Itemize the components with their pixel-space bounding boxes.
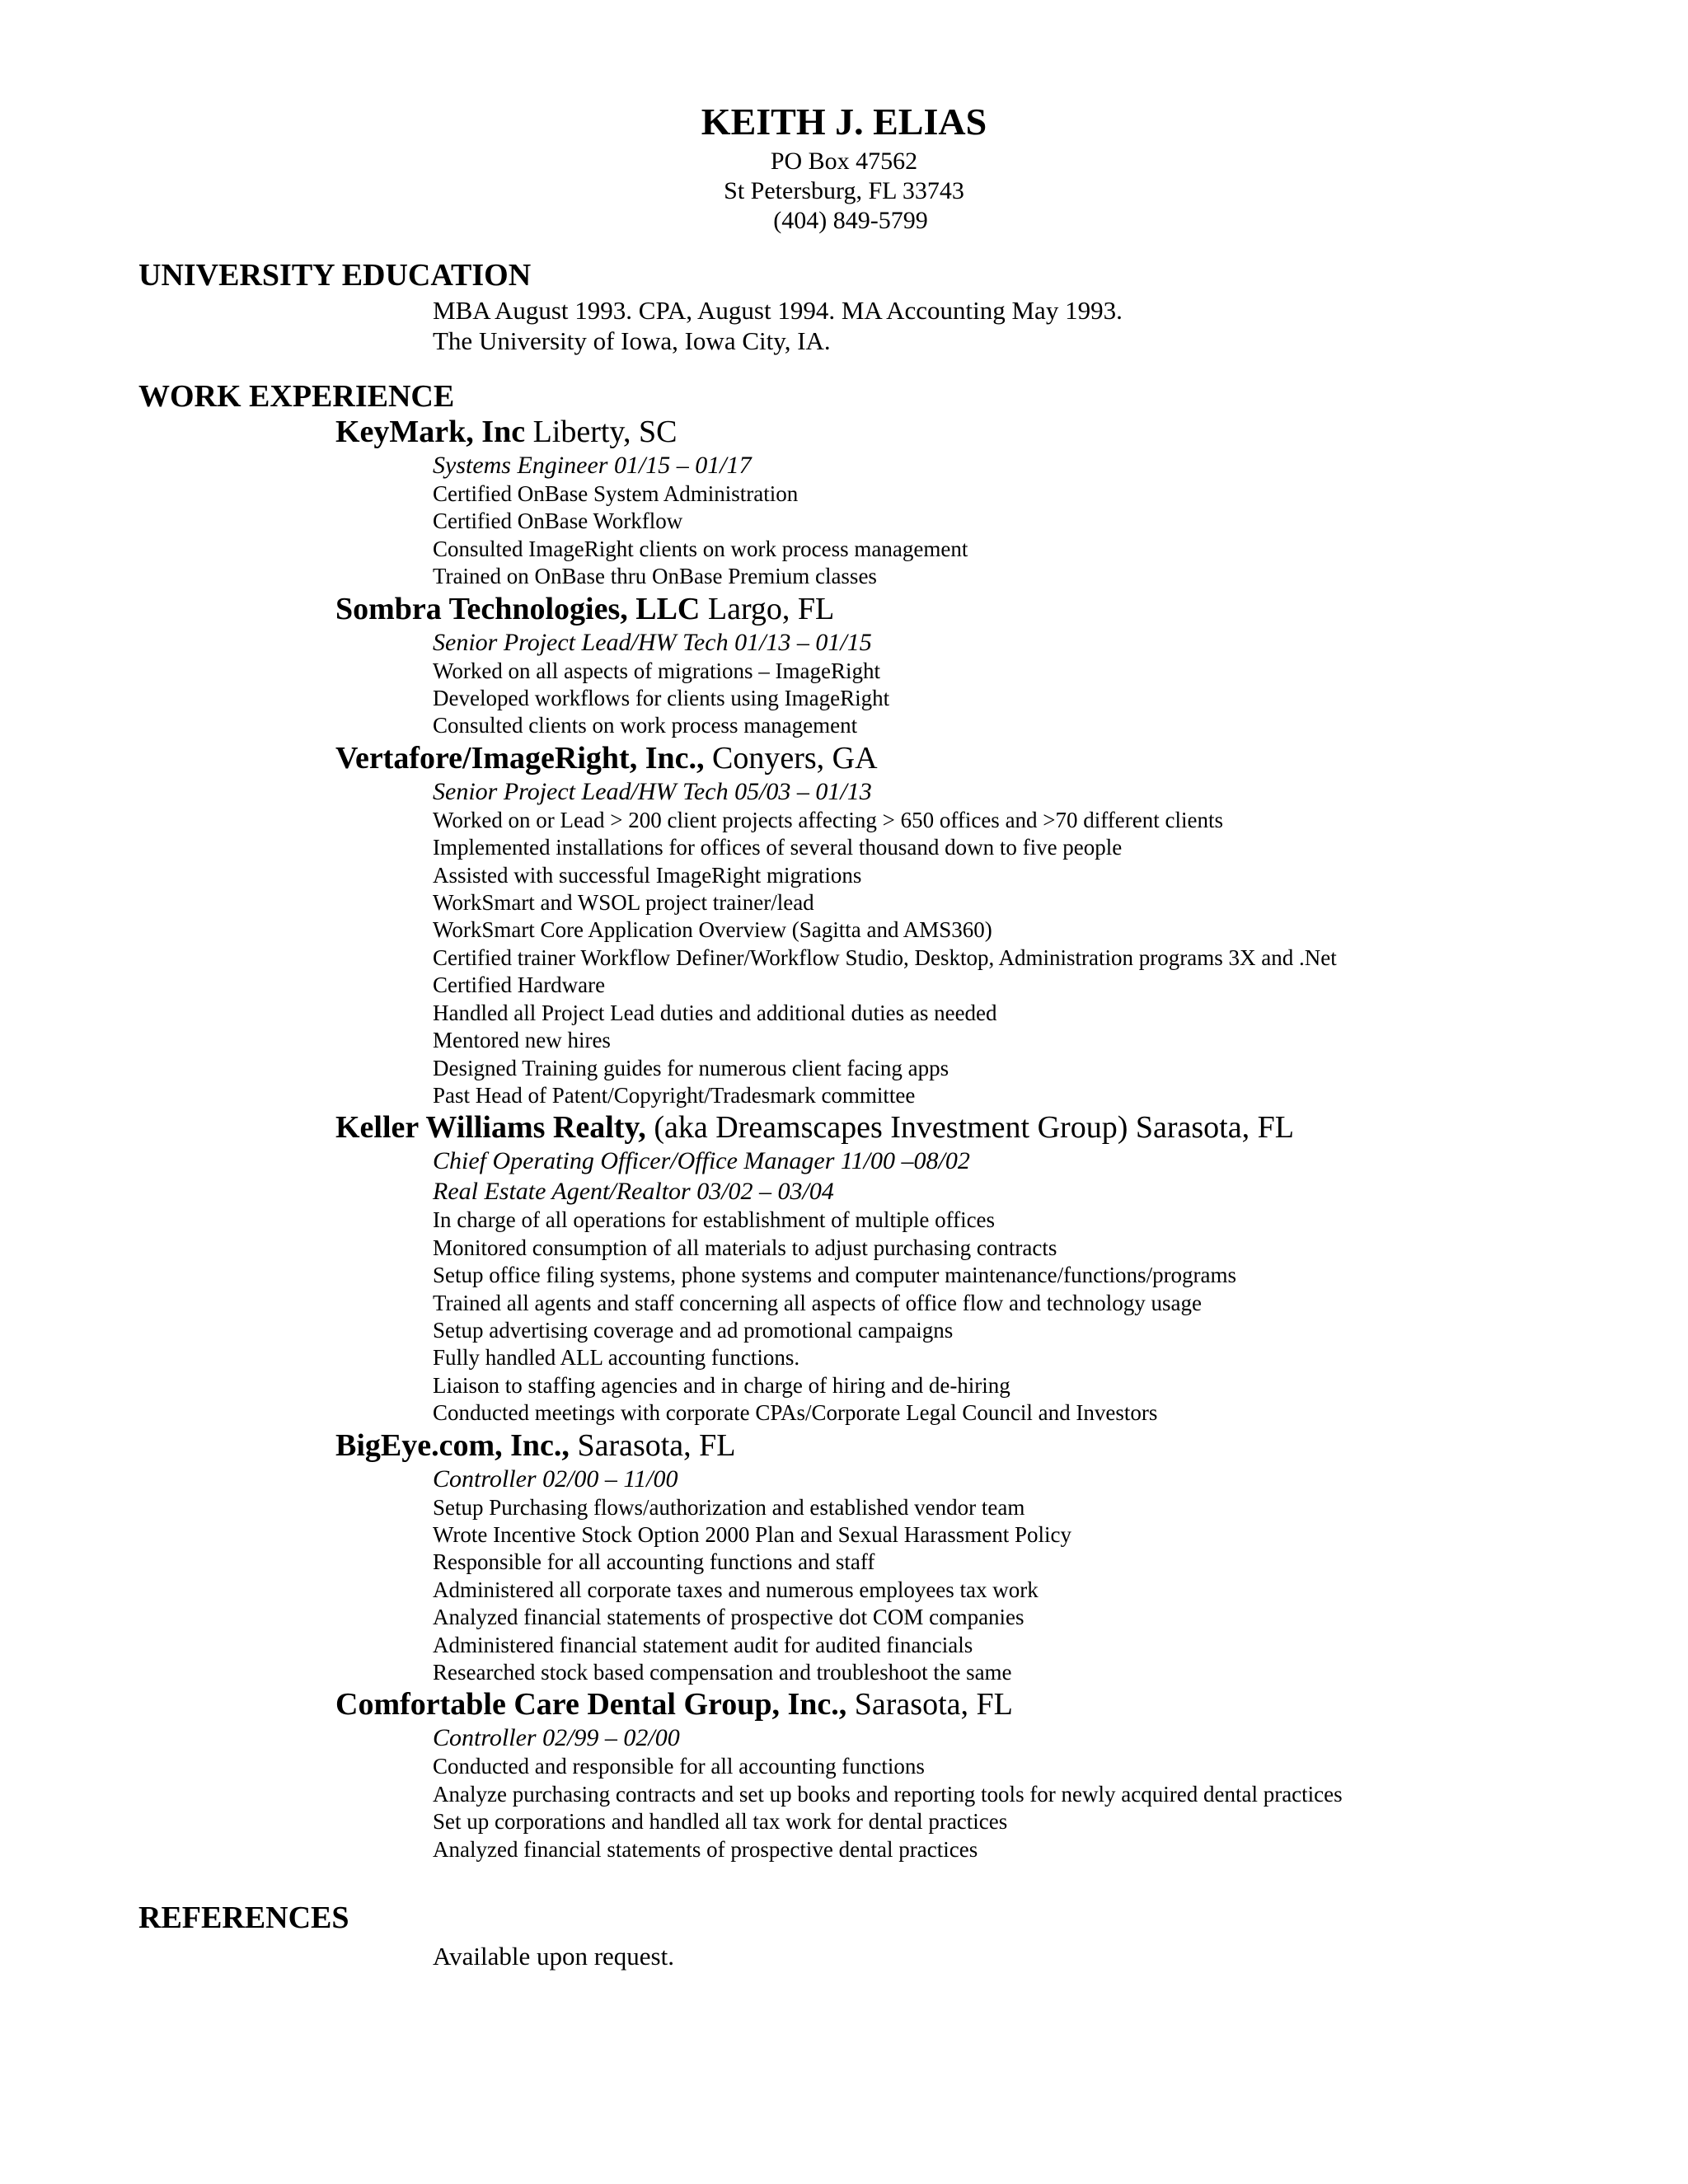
company-entry xyxy=(335,414,1621,591)
job-duty: In charge of all operations for establishment of multiple offices xyxy=(433,1207,996,1233)
job-duty: Conducted meetings with corporate CPAs/Corporate Legal Council and Investors xyxy=(433,1400,1158,1426)
company-heading xyxy=(335,1427,1621,1464)
job-duty: Monitored consumption of all materials to adjust purchasing contracts xyxy=(433,1235,1057,1260)
job-duty: Trained on OnBase thru OnBase Premium classes xyxy=(433,564,877,589)
company-name: KeyMark, Inc xyxy=(335,415,526,449)
job-duty: Administered financial statement audit for audited financials xyxy=(433,1632,973,1657)
job-duty: Worked on all aspects of migrations – ImageRight xyxy=(433,658,880,683)
job-duty: Trained all agents and staff concerning all aspects of office flow and technology usage xyxy=(433,1290,1202,1315)
job-title: Systems Engineer 01/15 – 01/17 xyxy=(433,452,752,479)
job-duty: Handled all Project Lead duties and additional duties as needed xyxy=(433,1000,997,1025)
address-line-1: PO Box 47562 xyxy=(770,148,918,175)
company-location: Sarasota, FL xyxy=(846,1687,1013,1722)
job-duty: Certified OnBase System Administration xyxy=(433,481,799,506)
company-entry xyxy=(335,591,1621,740)
job-duty: Certified trainer Workflow Definer/Workflow Studio, Desktop, Administration programs 3X and .Net xyxy=(433,944,1337,970)
company-name: Vertafore/ImageRight, Inc., xyxy=(335,740,705,776)
company-entry xyxy=(335,1686,1621,1863)
company-name: Comfortable Care Dental Group, Inc., xyxy=(335,1687,847,1722)
job-duty: Developed workflows for clients using ImageRight xyxy=(433,686,890,711)
work-experience-list xyxy=(335,414,1621,1863)
resume-header xyxy=(0,97,1688,236)
job-duty: Liaison to staffing agencies and in charge of hiring and de-hiring xyxy=(433,1372,1010,1398)
phone-number: (404) 849-5799 xyxy=(773,207,928,234)
job-duty: Certified OnBase Workflow xyxy=(433,509,683,534)
company-name: Keller Williams Realty, xyxy=(335,1110,646,1146)
job-title: Senior Project Lead/HW Tech 01/13 – 01/15 xyxy=(433,628,872,656)
job-details xyxy=(433,1146,1621,1427)
job-details xyxy=(433,1722,1621,1863)
company-location: Sarasota, FL xyxy=(569,1427,736,1463)
job-duty: Wrote Incentive Stock Option 2000 Plan and Sexual Harassment Policy xyxy=(433,1521,1072,1547)
job-details xyxy=(433,776,1621,1109)
company-entry xyxy=(335,1427,1621,1687)
job-duty: Fully handled ALL accounting functions. xyxy=(433,1345,800,1371)
job-duty: Consulted ImageRight clients on work process management xyxy=(433,536,968,561)
company-location: (aka Dreamscapes Investment Group) Sarasota, FL xyxy=(645,1110,1294,1146)
company-heading xyxy=(335,740,1621,776)
job-title: Chief Operating Officer/Office Manager 11/00 –08/02 xyxy=(433,1147,970,1175)
address-line-2: St Petersburg, FL 33743 xyxy=(724,177,964,204)
job-duty: Set up corporations and handled all tax work for dental practices xyxy=(433,1809,1008,1835)
job-title: Real Estate Agent/Realtor 03/02 – 03/04 xyxy=(433,1178,834,1206)
job-duty: Setup Purchasing flows/authorization and established vendor team xyxy=(433,1494,1025,1520)
job-duty: WorkSmart and WSOL project trainer/lead xyxy=(433,890,814,916)
company-heading xyxy=(335,414,1621,450)
work-experience-heading: WORK EXPERIENCE xyxy=(138,379,455,414)
job-duty: Worked on or Lead > 200 client projects affecting > 650 offices and >70 different clients xyxy=(433,807,1223,832)
job-duty: Assisted with successful ImageRight migrations xyxy=(433,862,862,888)
job-title: Controller 02/99 – 02/00 xyxy=(433,1724,680,1752)
candidate-name: KEITH J. ELIAS xyxy=(701,101,987,143)
job-duty: Past Head of Patent/Copyright/Tradesmark committee xyxy=(433,1082,916,1108)
references-text: Available upon request. xyxy=(433,1942,674,1971)
job-details xyxy=(433,1464,1621,1687)
job-duty: Researched stock based compensation and troubleshoot the same xyxy=(433,1660,1012,1685)
job-duty: Analyzed financial statements of prospective dot COM companies xyxy=(433,1605,1025,1630)
job-duty: Responsible for all accounting functions and staff xyxy=(433,1549,875,1575)
company-entry xyxy=(335,740,1621,1109)
company-heading xyxy=(335,1109,1621,1146)
job-duty: WorkSmart Core Application Overview (Sagitta and AMS360) xyxy=(433,917,992,943)
job-duty: Analyze purchasing contracts and set up books and reporting tools for newly acquired dental practices xyxy=(433,1781,1343,1807)
job-duty: Setup office filing systems, phone systems and computer maintenance/functions/programs xyxy=(433,1263,1237,1288)
company-name: BigEye.com, Inc., xyxy=(335,1427,570,1463)
job-details xyxy=(433,627,1621,740)
education-heading: UNIVERSITY EDUCATION xyxy=(138,258,532,293)
job-duty: Certified Hardware xyxy=(433,972,606,998)
references-heading: REFERENCES xyxy=(138,1900,349,1935)
job-duty: Mentored new hires xyxy=(433,1028,611,1053)
company-location: Liberty, SC xyxy=(525,415,678,449)
job-duty: Conducted and responsible for all accounting functions xyxy=(433,1754,925,1779)
job-title: Senior Project Lead/HW Tech 05/03 – 01/13 xyxy=(433,777,872,805)
education-university: The University of Iowa, Iowa City, IA. xyxy=(433,326,831,355)
company-heading xyxy=(335,591,1621,627)
company-location: Largo, FL xyxy=(700,591,835,626)
job-duty: Implemented installations for offices of several thousand down to five people xyxy=(433,835,1123,860)
company-location: Conyers, GA xyxy=(704,740,878,776)
company-heading xyxy=(335,1686,1621,1722)
job-details xyxy=(433,450,1621,591)
company-entry xyxy=(335,1109,1621,1427)
job-duty: Consulted clients on work process management xyxy=(433,713,858,738)
job-duty: Administered all corporate taxes and numerous employees tax work xyxy=(433,1577,1039,1602)
job-duty: Analyzed financial statements of prospective dental practices xyxy=(433,1836,978,1862)
job-duty: Designed Training guides for numerous client facing apps xyxy=(433,1055,950,1080)
company-name: Sombra Technologies, LLC xyxy=(335,591,701,626)
job-duty: Setup advertising coverage and ad promotional campaigns xyxy=(433,1317,954,1343)
job-title: Controller 02/00 – 11/00 xyxy=(433,1465,678,1493)
education-degrees: MBA August 1993. CPA, August 1994. MA Accounting May 1993. xyxy=(433,296,1123,325)
